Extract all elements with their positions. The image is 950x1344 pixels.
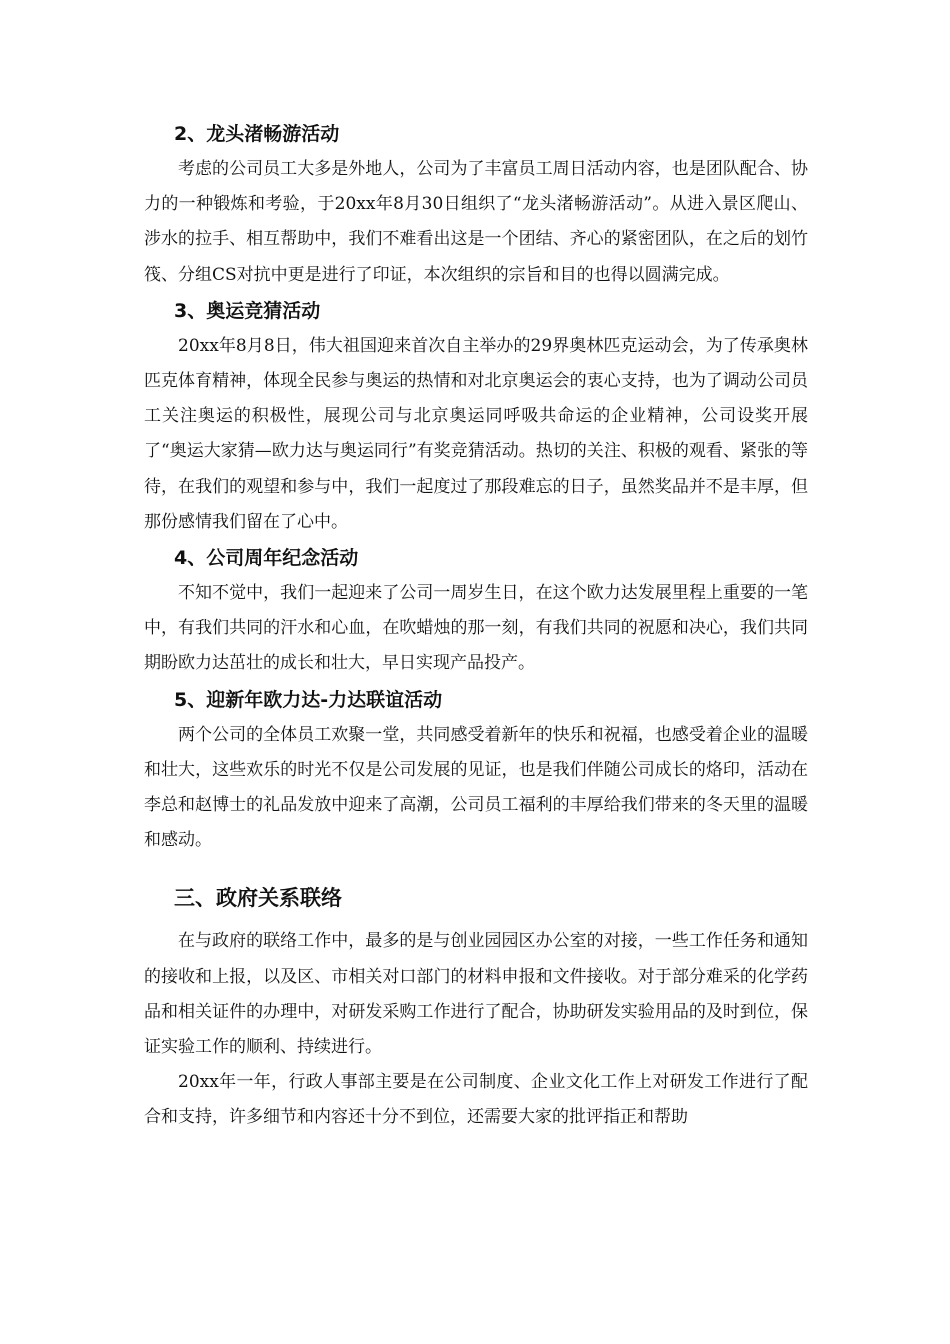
- major-section-paragraph: 20xx年一年，行政人事部主要是在公司制度、企业文化工作上对研发工作进行了配合和支持，许多细节和内容还十分不到位，还需要大家的批评指正和帮助: [144, 1072, 808, 1128]
- section-heading: 3、奥运竞猜活动: [174, 299, 321, 322]
- major-section-paragraph: 在与政府的联络工作中，最多的是与创业园园区办公室的对接，一些工作任务和通知的接收和上报，以及区、市相关对口部门的材料申报和文件接收。对于部分难采的化学药品和相关证件的办理中，对研发采购工作进行了配合，协助研发实验用品的及时到位，保证实验工作的顺利、持续进行。: [144, 931, 808, 1058]
- major-section-heading: 三、政府关系联络: [174, 886, 342, 911]
- section-paragraph: 两个公司的全体员工欢聚一堂，共同感受着新年的快乐和祝福，也感受着企业的温暖和壮大，这些欢乐的时光不仅是公司发展的见证，也是我们伴随公司成长的烙印，活动在李总和赵博士的礼品发放中迎来了高潮，公司员工福利的丰厚给我们带来的冬天里的温暖和感动。: [144, 724, 808, 851]
- document-page: [144, 116, 808, 1136]
- section-heading: 2、龙头渚畅游活动: [174, 123, 340, 145]
- section-paragraph: 不知不觉中，我们一起迎来了公司一周岁生日，在这个欧力达发展里程上重要的一笔中，有我们共同的汗水和心血，在吹蜡烛的那一刻，有我们共同的祝愿和决心，我们共同期盼欧力达茁壮的成长和壮大，早日实现产品投产。: [144, 583, 808, 674]
- section-heading: 5、迎新年欧力达-力达联谊活动: [174, 688, 443, 711]
- section-paragraph: 20xx年8月8日，伟大祖国迎来首次自主举办的29界奥林匹克运动会，为了传承奥林匹克体育精神，体现全民参与奥运的热情和对北京奥运会的衷心支持，也为了调动公司员工关注奥运的积极性，展现公司与北京奥运同呼吸共命运的企业精神，公司设奖开展了“奥运大家猜—欧力达与奥运同行”有奖竞猜活动。热切的关注、积极的观看、紧张的等待，在我们的观望和参与中，我们一起度过了那段难忘的日子，虽然奖品并不是丰厚，但那份感情我们留在了心中。: [144, 335, 808, 532]
- section-heading: 4、公司周年纪念活动: [174, 547, 359, 570]
- section-paragraph: 考虑的公司员工大多是外地人，公司为了丰富员工周日活动内容，也是团队配合、协力的一种锻炼和考验，于20xx年8月30日组织了“龙头渚畅游活动”。从进入景区爬山、涉水的拉手、相互帮助中，我们不难看出这是一个团结、齐心的紧密团队，在之后的划竹筏、分组CS对抗中更是进行了印证，本次组织的宗旨和目的也得以圆满完成。: [144, 159, 808, 285]
